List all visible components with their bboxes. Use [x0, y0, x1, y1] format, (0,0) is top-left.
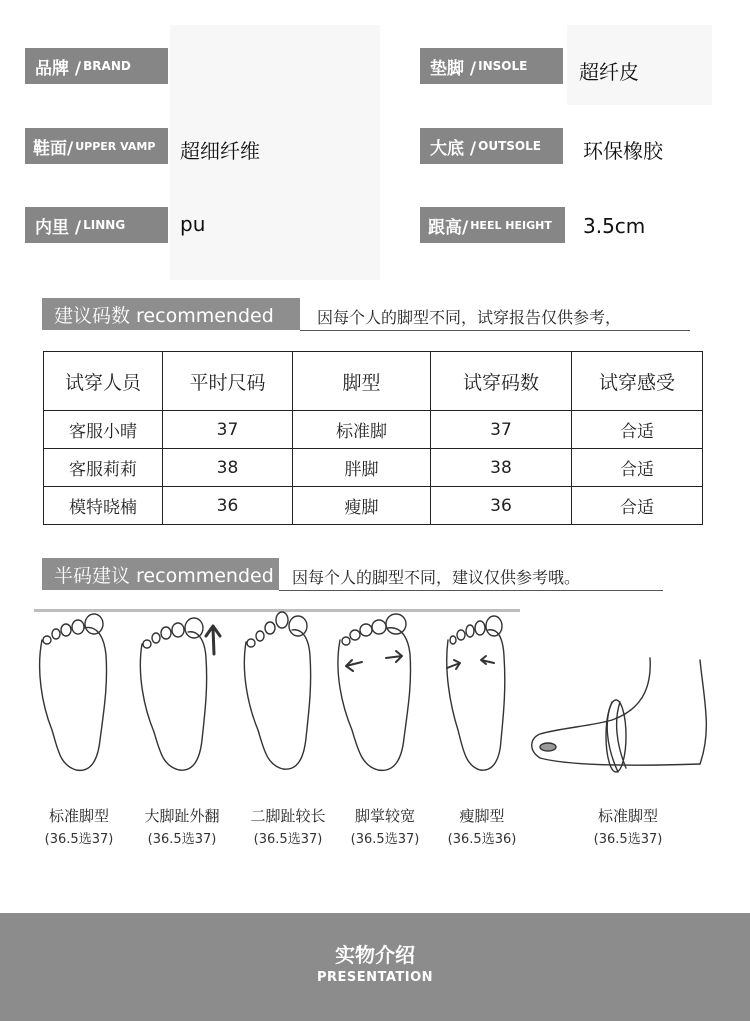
insole-value: 超纤皮: [579, 60, 639, 84]
banner-title: 实物介绍: [335, 943, 415, 967]
upper-label-en: UPPER VAMP: [75, 139, 156, 153]
brand-label-zh: 品牌 /: [35, 58, 82, 79]
table-header: 试穿感受: [572, 352, 703, 411]
brand-label: [25, 48, 168, 84]
outsole-label-en: OUTSOLE: [478, 139, 541, 153]
half-size-note: 因每个人的脚型不同，建议仅供参考哦。: [292, 568, 581, 587]
bunion-foot-icon: [140, 618, 206, 770]
arrow-right-icon: [447, 660, 460, 669]
table-header: 试穿人员: [44, 352, 163, 411]
table-header: 平时尺码: [163, 352, 293, 411]
table-cell: 合适: [572, 449, 703, 487]
half-size-header: 半码建议 recommended: [42, 558, 279, 590]
lining-value: pu: [180, 212, 206, 236]
table-cell: 胖脚: [293, 449, 431, 487]
table-cell: 36: [431, 487, 572, 525]
recommend-header: 建议码数 recommended: [42, 298, 300, 330]
insole-label-en: INSOLE: [478, 59, 528, 73]
table-cell: 模特晓楠: [44, 487, 163, 525]
table-cell: 38: [431, 449, 572, 487]
heel-label: [420, 207, 565, 243]
divider: [300, 330, 690, 331]
foot-label: 大脚趾外翻: [144, 807, 220, 825]
side-view-foot-icon: [532, 658, 707, 772]
arrow-up-icon: [206, 626, 220, 654]
presentation-banner: [0, 913, 750, 1021]
table-cell: 37: [431, 411, 572, 449]
wide-foot-icon: [338, 614, 411, 770]
heel-label-en: HEEL HEIGHT: [470, 218, 552, 232]
heel-value: 3.5cm: [583, 214, 646, 238]
foot-label: 瘦脚型: [459, 807, 505, 825]
heel-label-zh: 跟高/: [428, 217, 469, 238]
table-cell: 标准脚: [293, 411, 431, 449]
arrow-right-icon: [386, 651, 402, 662]
standard-foot-icon: [40, 614, 107, 770]
foot-label: 二脚趾较长: [250, 807, 326, 825]
table-cell: 客服小晴: [44, 411, 163, 449]
lining-label: [25, 207, 168, 243]
lining-label-en: LINNG: [83, 218, 126, 232]
table-row: [44, 449, 703, 487]
outsole-label: [420, 128, 563, 164]
banner-subtitle: PRESENTATION: [316, 970, 434, 985]
insole-label-zh: 垫脚 /: [430, 58, 477, 79]
table-header: 脚型: [293, 352, 431, 411]
foot-advice: (36.5选37): [350, 832, 420, 847]
foot-illustrations: [0, 610, 750, 800]
brand-label-en: BRAND: [83, 59, 131, 73]
outsole-label-zh: 大底 /: [430, 138, 477, 159]
upper-label-zh: 鞋面/: [33, 138, 74, 159]
foot-label: 脚掌较宽: [354, 807, 415, 825]
foot-advice: (36.5选37): [147, 832, 217, 847]
foot-advice: (36.5选37): [593, 832, 663, 847]
upper-value: 超细纤维: [180, 139, 260, 163]
foot-label: 标准脚型: [48, 807, 109, 825]
table-cell: 客服莉莉: [44, 449, 163, 487]
table-row: [44, 487, 703, 525]
table-header-row: [44, 352, 703, 411]
outsole-value: 环保橡胶: [583, 139, 663, 163]
table-cell: 瘦脚: [293, 487, 431, 525]
arrow-left-icon: [481, 656, 494, 664]
table-cell: 合适: [572, 411, 703, 449]
table-row: [44, 411, 703, 449]
recommend-note: 因每个人的脚型不同，试穿报告仅供参考，: [317, 308, 622, 327]
table-cell: 36: [163, 487, 293, 525]
narrow-foot-icon: [447, 616, 505, 770]
divider: [279, 590, 663, 591]
table-header: 试穿码数: [431, 352, 572, 411]
insole-label: [420, 48, 563, 84]
foot-advice: (36.5选37): [44, 832, 114, 847]
foot-advice: (36.5选36): [447, 832, 517, 847]
table-cell: 合适: [572, 487, 703, 525]
table-cell: 37: [163, 411, 293, 449]
lining-label-zh: 内里 /: [35, 217, 82, 238]
fit-report-table: [43, 351, 703, 525]
foot-label: 标准脚型: [597, 807, 658, 825]
foot-advice: (36.5选37): [253, 832, 323, 847]
upper-label: [25, 128, 168, 164]
long-second-toe-foot-icon: [244, 612, 310, 769]
arrow-left-icon: [346, 660, 362, 671]
table-cell: 38: [163, 449, 293, 487]
